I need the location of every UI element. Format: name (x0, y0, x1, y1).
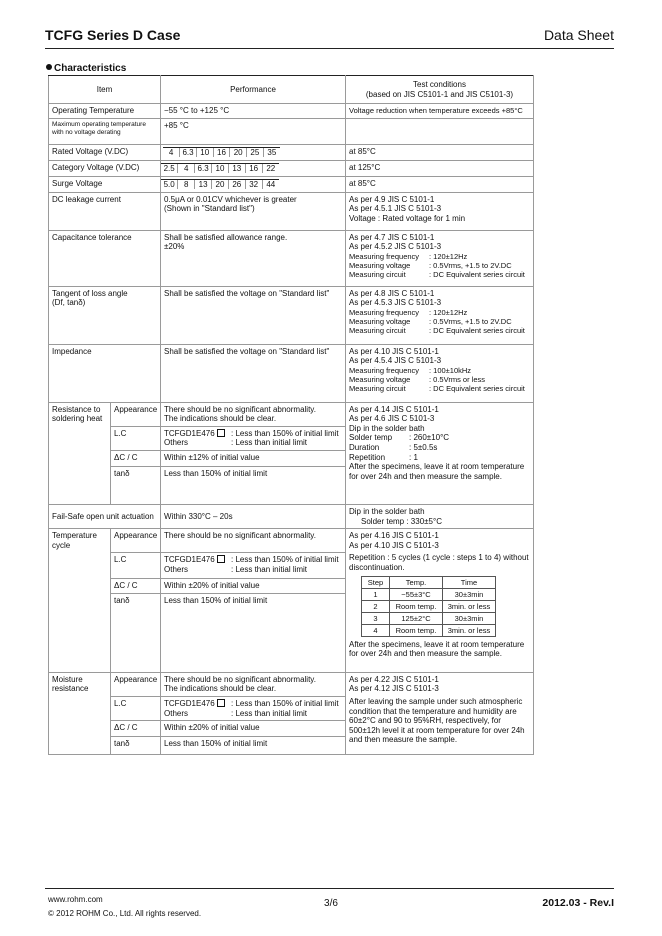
table-row: Tangent of loss angle (Df, tanδ) Shall be satisfied the voltage on "Standard list" As per 4.8 JIS C 5101-1 As per 4.5.3 JIS C 5101-3 Measuring frequency : 120±12Hz Measuring voltage : 0.5Vrms, +1.5 to 2V.DC Measuring circuit : DC Equivalent series circuit (49, 286, 534, 344)
table-row: tanδ Less than 150% of initial limit (49, 593, 534, 672)
table-row: Temperature cycle Appearance There should be no significant abnormality. As per 4.16 JIS C 5101-1 As per 4.10 JIS C 5101-3 Repetition : 5 cycles (1 cycle : steps 1 to 4) without discontinuation. Step Temp. Time 1 −55±3°C 30±3min 2 Room temp. 3min. or less 3 125±2°C 30±3min 4 Room temp. 3min. or less After the specimens, leave it at room temperature for over 24h and then measure the sample. (49, 529, 534, 553)
table-row: Maximum operating temperature with no voltage derating +85 °C (49, 118, 534, 144)
table-row: ΔC / C Within ±20% of initial value (49, 721, 534, 737)
checkbox-square-icon (217, 429, 225, 437)
header-test-conditions: Test conditions (based on JIS C5101-1 and JIS C5101-3) (346, 76, 534, 104)
page-number: 3/6 (324, 898, 338, 909)
table-row: L.C TCFGD1E476 : Less than 150% of initial limit Others : Less than initial limit (49, 426, 534, 450)
table-row: Capacitance tolerance Shall be satisfied allowance range. ±20% As per 4.7 JIS C 5101-1 As per 4.5.2 JIS C 5101-3 Measuring frequency : 120±12Hz Measuring voltage : 0.5Vrms, +1.5 to 2V.DC Measuring circuit : DC Equivalent series circuit (49, 230, 534, 286)
page-header (45, 27, 614, 47)
document-title: TCFG Series D Case (45, 27, 181, 43)
surge-voltage-values: 5.0 8 13 20 26 32 44 (161, 179, 279, 190)
table-row: tanδ Less than 150% of initial limit (49, 466, 534, 504)
footer-rule (45, 888, 614, 889)
table-row: Impedance Shall be satisfied the voltage on "Standard list" As per 4.10 JIS C 5101-1 As per 4.5.4 JIS C 5101-3 Measuring frequency : 100±10kHz Measuring voltage : 0.5Vrms or less Measuring circuit : DC Equivalent series circuit (49, 344, 534, 402)
characteristics-table (48, 75, 534, 755)
section-heading: Characteristics (46, 63, 126, 74)
category-voltage-values: 2.5 4 6.3 10 13 16 22 (161, 163, 279, 174)
revision: 2012.03 - Rev.I (542, 897, 614, 909)
table-row: Resistance to soldering heat Appearance There should be no significant abnormality. The indications should be clear. As per 4.14 JIS C 5101-1 As per 4.6 JIS C 5101-3 Dip in the solder bath Solder temp : 260±10°C Duration : 5±0.5s Repetition : 1 After the specimens, leave it at room temperature for over 24h and then measure the sample. (49, 402, 534, 426)
temperature-cycle-steps-table: Step Temp. Time 1 −55±3°C 30±3min 2 Room temp. 3min. or less 3 125±2°C 30±3min 4 Room temp. 3min. or less (361, 576, 496, 637)
document-type: Data Sheet (543, 27, 614, 43)
bullet-icon (46, 64, 52, 70)
table-row: ΔC / C Within ±12% of initial value (49, 450, 534, 466)
table-row: Rated Voltage (V.DC) 4 6.3 10 16 20 25 35 at 85°C (49, 144, 534, 160)
table-row: Operating Temperature −55 °C to +125 °C Voltage reduction when temperature exceeds +85°C (49, 104, 534, 119)
table-row: ΔC / C Within ±20% of initial value (49, 579, 534, 594)
table-row: Moisture resistance Appearance There should be no significant abnormality. The indications should be clear. As per 4.22 JIS C 5101-1 As per 4.12 JIS C 5101-3 After leaving the sample under such atmospheric condition that the temperature and humidity are 60±2°C and 90 to 95%RH, respectively, for 500±12h level it at room temperature for over 24h and then measure the sample. (49, 672, 534, 696)
footer-url[interactable]: www.rohm.com (48, 895, 103, 904)
table-row: L.C TCFGD1E476 : Less than 150% of initial limit Others : Less than initial limit (49, 696, 534, 720)
table-row: Fail-Safe open unit actuation Within 330°C – 20s Dip in the solder bath Solder temp : 330±5°C (49, 504, 534, 528)
table-row: L.C TCFGD1E476 : Less than 150% of initial limit Others : Less than initial limit (49, 553, 534, 579)
header-item: Item (49, 76, 161, 104)
table-row: DC leakage current 0.5μA or 0.01CV whichever is greater (Shown in "Standard list") As per 4.9 JIS C 5101-1 As per 4.5.1 JIS C 5101-3 Voltage : Rated voltage for 1 min (49, 192, 534, 230)
table-row: Category Voltage (V.DC) 2.5 4 6.3 10 13 16 22 at 125°C (49, 160, 534, 176)
table-row: tanδ Less than 150% of initial limit (49, 737, 534, 755)
checkbox-square-icon (217, 555, 225, 563)
table-header-row (49, 76, 534, 104)
table-row: Surge Voltage 5.0 8 13 20 26 32 44 at 85°C (49, 176, 534, 192)
header-rule (45, 48, 614, 49)
checkbox-square-icon (217, 699, 225, 707)
rated-voltage-values: 4 6.3 10 16 20 25 35 (163, 147, 280, 158)
header-performance: Performance (161, 76, 346, 104)
footer-copyright: © 2012 ROHM Co., Ltd. All rights reserved. (48, 909, 202, 918)
